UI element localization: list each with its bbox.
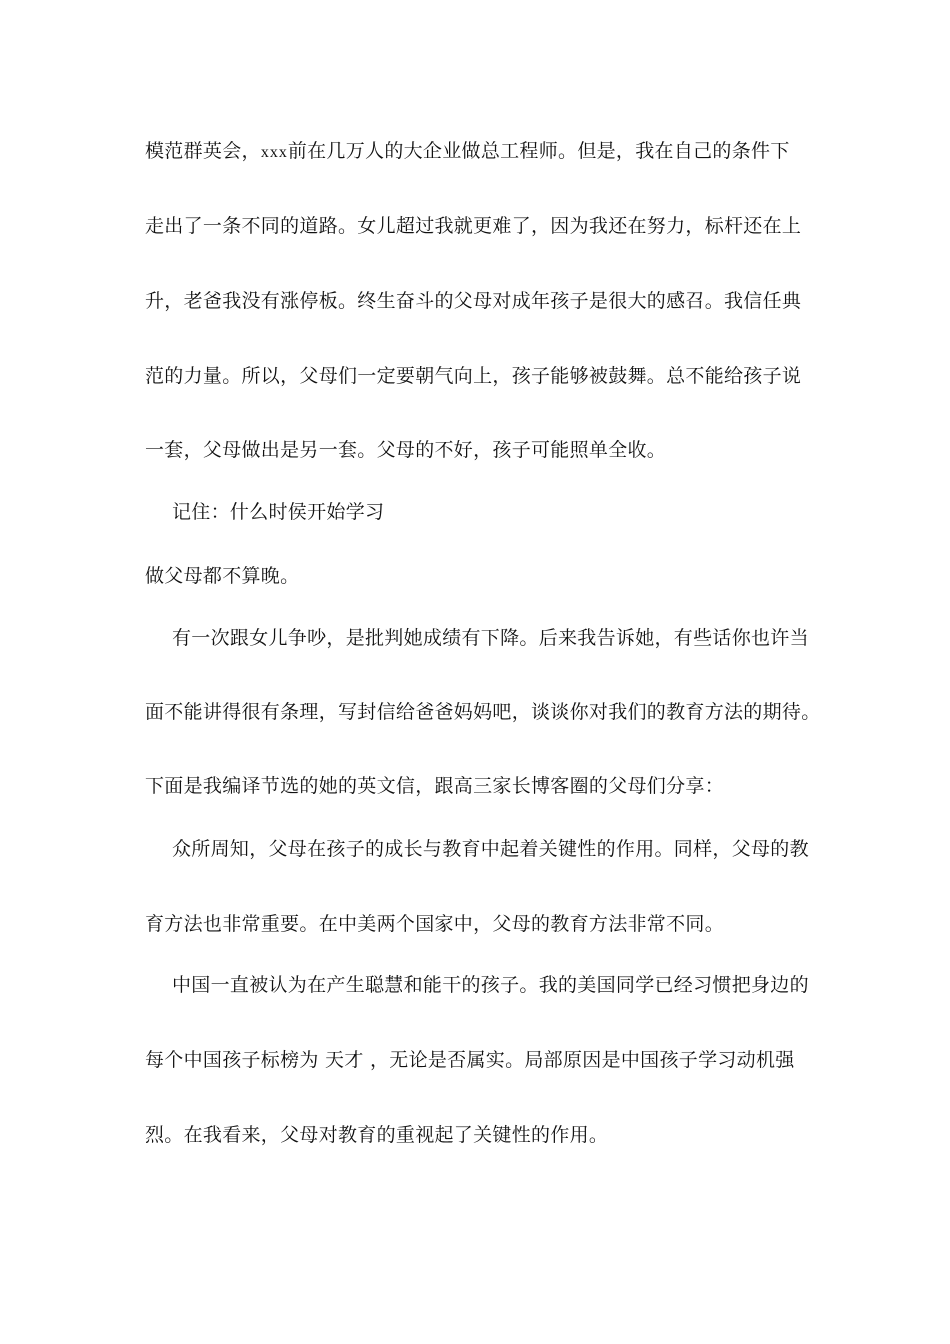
text-line-13: 中国一直被认为在产生聪慧和能干的孩子。我的美国同学已经习惯把身边的 xyxy=(172,974,809,996)
text-line-5: 一套，父母做出是另一套。父母的不好，孩子可能照单全收。 xyxy=(145,439,667,461)
text-line-3: 升，老爸我没有涨停板。终生奋斗的父母对成年孩子是很大的感召。我信任典 xyxy=(145,290,802,312)
text-line-8: 有一次跟女儿争吵，是批判她成绩有下降。后来我告诉她，有些话你也许当 xyxy=(172,627,809,649)
text-line-9: 面不能讲得很有条理，写封信给爸爸妈妈吧，谈谈你对我们的教育方法的期待。 xyxy=(145,701,821,723)
text-line-15: 烈。在我看来，父母对教育的重视起了关键性的作用。 xyxy=(145,1124,609,1146)
text-line-12: 育方法也非常重要。在中美两个国家中，父母的教育方法非常不同。 xyxy=(145,913,725,935)
text-line-2: 走出了一条不同的道路。女儿超过我就更难了，因为我还在努力，标杆还在上 xyxy=(145,215,802,237)
text-line-10: 下面是我编译节选的她的英文信，跟高三家长博客圈的父母们分享： xyxy=(145,775,725,797)
text-line-14: 每个中国孩子标榜为 天才 ，无论是否属实。局部原因是中国孩子学习动机强 xyxy=(145,1049,795,1071)
text-line-11: 众所周知，父母在孩子的成长与教育中起着关键性的作用。同样，父母的教 xyxy=(172,838,809,860)
text-line-6: 记住：什么时侯开始学习 xyxy=(172,501,385,523)
text-line-7: 做父母都不算晚。 xyxy=(145,565,300,587)
text-line-1: 模范群英会，xxx前在几万人的大企业做总工程师。但是，我在自己的条件下 xyxy=(145,140,790,162)
text-line-4: 范的力量。所以，父母们一定要朝气向上，孩子能够被鼓舞。总不能给孩子说 xyxy=(145,365,802,387)
